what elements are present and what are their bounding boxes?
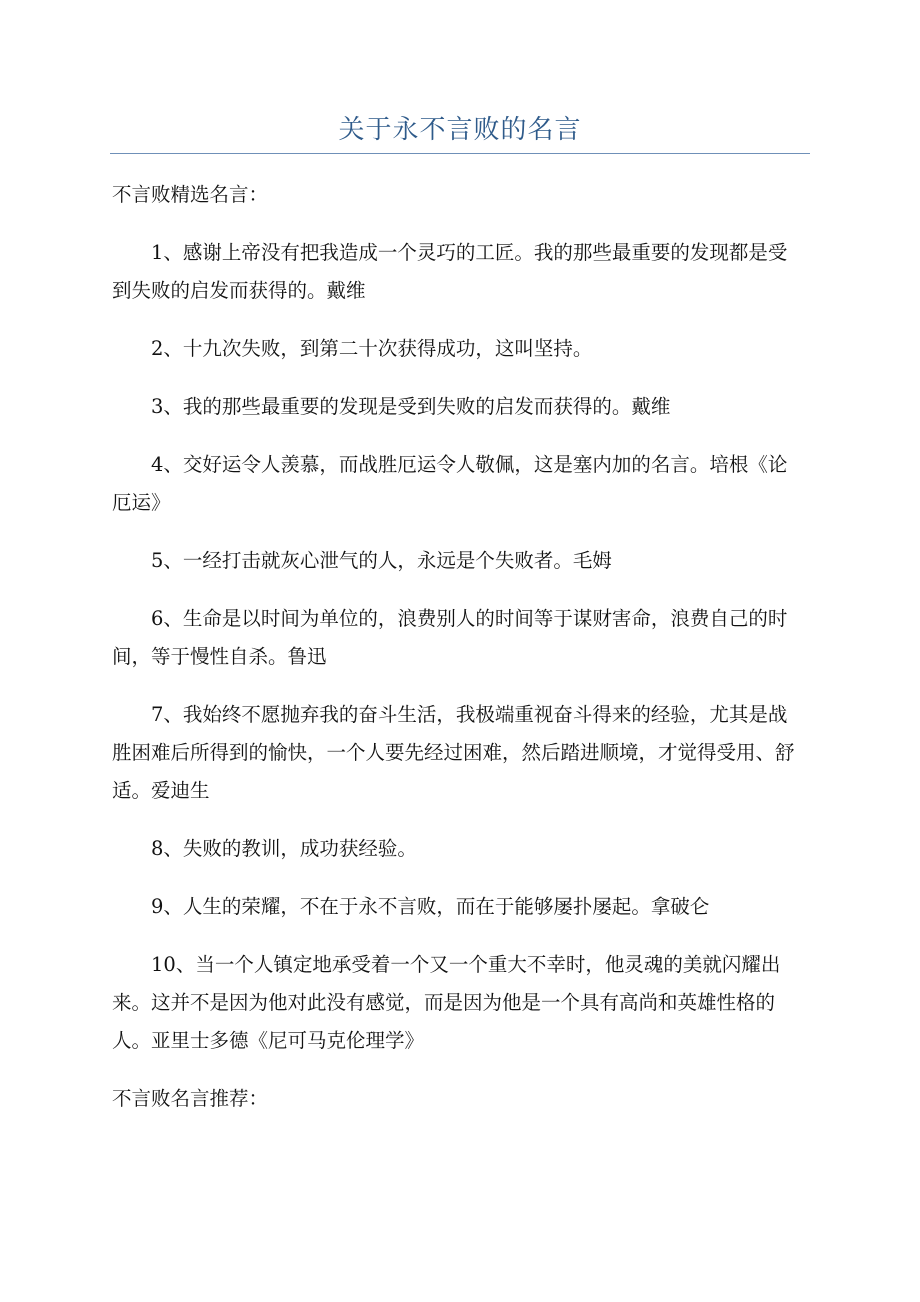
section-heading-recommended-quotes: 不言败名言推荐： [112,1087,269,1110]
quote-item-3: 3、我的那些最重要的发现是受到失败的启发而获得的。戴维 [151,395,671,418]
quote-item-4: 4、交好运令人羡慕，而战胜厄运令人敬佩，这是塞内加的名言。培根《论厄运》 [112,453,788,514]
quote-item-10: 10、当一个人镇定地承受着一个又一个重大不幸时，他灵魂的美就闪耀出来。这并不是因为他对此没有感觉，而是因为他是一个具有高尚和英雄性格的人。亚里士多德《尼可马克伦理学》 [112,953,781,1052]
quote-item-8: 8、失败的教训，成功获经验。 [151,837,417,860]
quote-item-1: 1、感谢上帝没有把我造成一个灵巧的工匠。我的那些最重要的发现都是受到失败的启发而获得的。戴维 [112,241,788,302]
section-heading-selected-quotes: 不言败精选名言： [112,183,269,206]
document-body [112,176,800,1118]
quote-item-6: 6、生命是以时间为单位的，浪费别人的时间等于谋财害命，浪费自己的时间，等于慢性自杀。鲁迅 [112,607,788,668]
quote-item-7: 7、我始终不愿抛弃我的奋斗生活，我极端重视奋斗得来的经验，尤其是战胜困难后所得到的愉快，一个人要先经过困难，然后踏进顺境，才觉得受用、舒适。爱迪生 [112,703,795,802]
quote-item-9: 9、人生的荣耀，不在于永不言败，而在于能够屡扑屡起。拿破仑 [151,895,710,918]
title-underline [110,153,810,154]
quote-item-2: 2、十九次失败，到第二十次获得成功，这叫坚持。 [151,337,593,360]
quote-item-5: 5、一经打击就灰心泄气的人，永远是个失败者。毛姆 [151,549,612,572]
document-title: 关于永不言败的名言 [338,115,582,145]
